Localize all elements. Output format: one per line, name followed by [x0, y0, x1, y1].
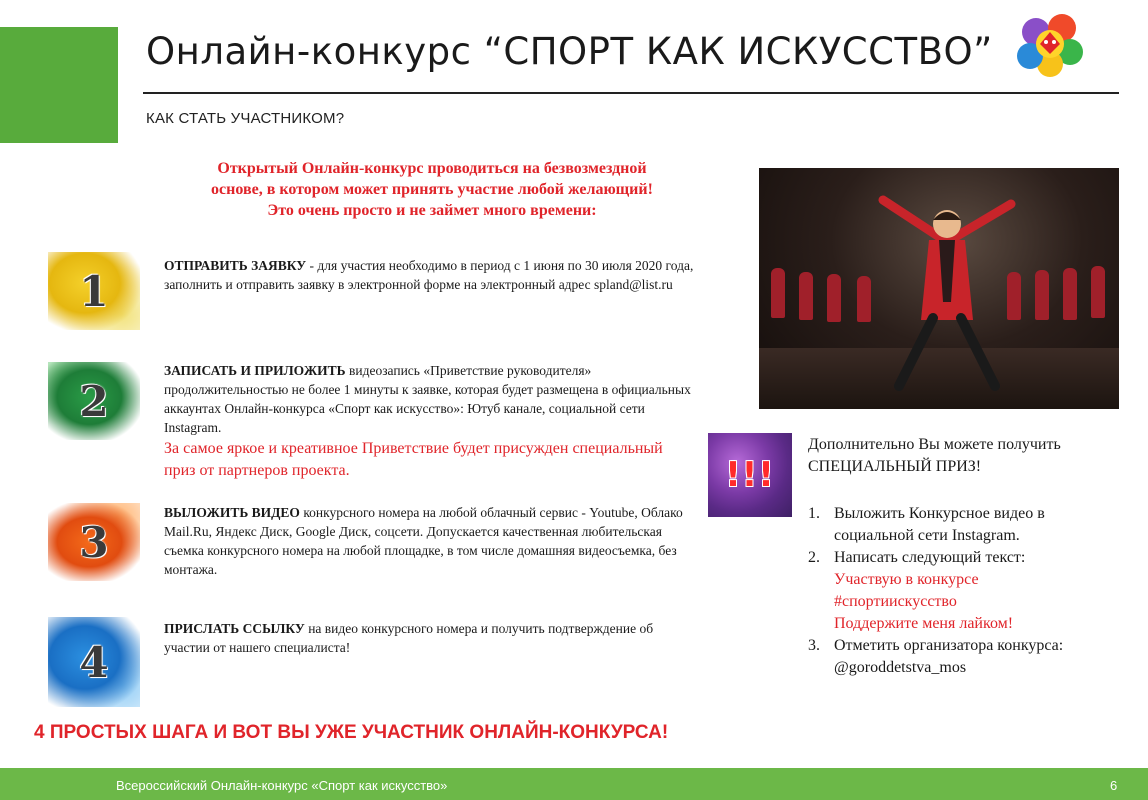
extra-prize-intro: Дополнительно Вы можете получить СПЕЦИАЛЬНЫЙ ПРИЗ!	[808, 436, 1061, 475]
background-dancer	[771, 268, 785, 318]
step-2-image	[48, 362, 140, 440]
prize-steps-list	[808, 503, 1128, 679]
step-number: 4	[79, 637, 109, 687]
step-number: 2	[79, 376, 109, 426]
list-number: 2.	[808, 549, 820, 566]
step-body: конкурсного номера на любой облачный сервис - Youtube, Облако Mail.Ru, Яндекс Диск, Google Диск, соцсети. Допускается качественная любительская съемка конкурсного номера на любой площадке, в том числе домашняя видеосъемка, без монтажа.	[164, 505, 683, 577]
background-dancer	[799, 272, 813, 320]
hashtag-line: #спортиискусство	[834, 593, 957, 610]
step-body: - для участия необходимо в период с 1 июня по 30 июля 2020 года, заполнить и отправить заявку в электронной форме на электронный адрес spland@list.ru	[164, 258, 694, 292]
list-number: 3.	[808, 637, 820, 654]
intro-line: Это очень просто и не займет много времени:	[267, 202, 597, 219]
step-body: на видео конкурсного номера и получить подтверждение об участии от нашего специалиста!	[164, 621, 654, 655]
call-to-action: 4 ПРОСТЫХ ШАГА И ВОТ ВЫ УЖЕ УЧАСТНИК ОНЛАЙН-КОНКУРСА!	[34, 722, 669, 743]
footer-title: Всероссийский Онлайн-конкурс «Спорт как искусство»	[116, 778, 448, 793]
step-heading: ЗАПИСАТЬ И ПРИЛОЖИТЬ	[164, 363, 346, 378]
intro-announcement	[152, 158, 712, 221]
step-1-text	[164, 256, 694, 294]
list-item	[808, 635, 1128, 679]
step-4-image	[48, 617, 140, 707]
hashtag-line: Участвую в конкурсе	[834, 571, 979, 588]
step-heading: ПРИСЛАТЬ ССЫЛКУ	[164, 621, 305, 636]
step-number: 3	[79, 517, 109, 567]
lead-dancer	[877, 190, 1017, 400]
intro-line: основе, в котором может принять участие любой желающий!	[211, 181, 653, 198]
background-dancer	[857, 276, 871, 322]
hashtag-line: Поддержите меня лайком!	[834, 615, 1014, 632]
page-number: 6	[1110, 778, 1118, 793]
background-dancer	[827, 274, 841, 322]
special-prize-note: За самое яркое и креативное Приветствие будет присужден специальный приз от партнеров проекта.	[164, 440, 663, 479]
page-subtitle: КАК СТАТЬ УЧАСТНИКОМ?	[146, 110, 345, 127]
list-text: Выложить Конкурсное видео в социальной сети Instagram.	[834, 505, 1045, 544]
dancer-photo	[759, 168, 1119, 409]
step-3-image	[48, 503, 140, 581]
step-heading: ОТПРАВИТЬ ЗАЯВКУ	[164, 258, 307, 273]
festival-flower-logo-icon	[1014, 8, 1086, 80]
step-4-text	[164, 619, 694, 657]
background-dancer	[1035, 270, 1049, 320]
intro-line: Открытый Онлайн-конкурс проводиться на безвозмездной	[217, 160, 647, 177]
step-1-image	[48, 252, 140, 330]
step-number: 1	[79, 266, 109, 316]
background-dancer	[1091, 266, 1105, 318]
exclamation-icon: !!!	[725, 455, 775, 495]
step-2-text	[164, 361, 694, 482]
list-text: Написать следующий текст:	[834, 549, 1026, 566]
exclamation-badge	[708, 433, 792, 517]
step-body: видеозапись «Приветствие руководителя» продолжительностью не более 1 минуты к заявке, которая будет размещена в официальных аккаунтах Онлайн-конкурса «Спорт как искусство»: Ютуб канале, социальной сети Instagram.	[164, 363, 691, 435]
list-number: 1.	[808, 505, 820, 522]
title-divider	[143, 92, 1119, 94]
step-heading: ВЫЛОЖИТЬ ВИДЕО	[164, 505, 300, 520]
page-title: Онлайн-конкурс “СПОРТ КАК ИСКУССТВО”	[146, 30, 993, 73]
list-item	[808, 547, 1128, 635]
list-item	[808, 503, 1128, 547]
background-dancer	[1063, 268, 1077, 320]
list-text: Отметить организатора конкурса: @goroddetstva_mos	[834, 637, 1064, 676]
green-accent-block	[0, 27, 118, 143]
step-3-text	[164, 503, 694, 579]
